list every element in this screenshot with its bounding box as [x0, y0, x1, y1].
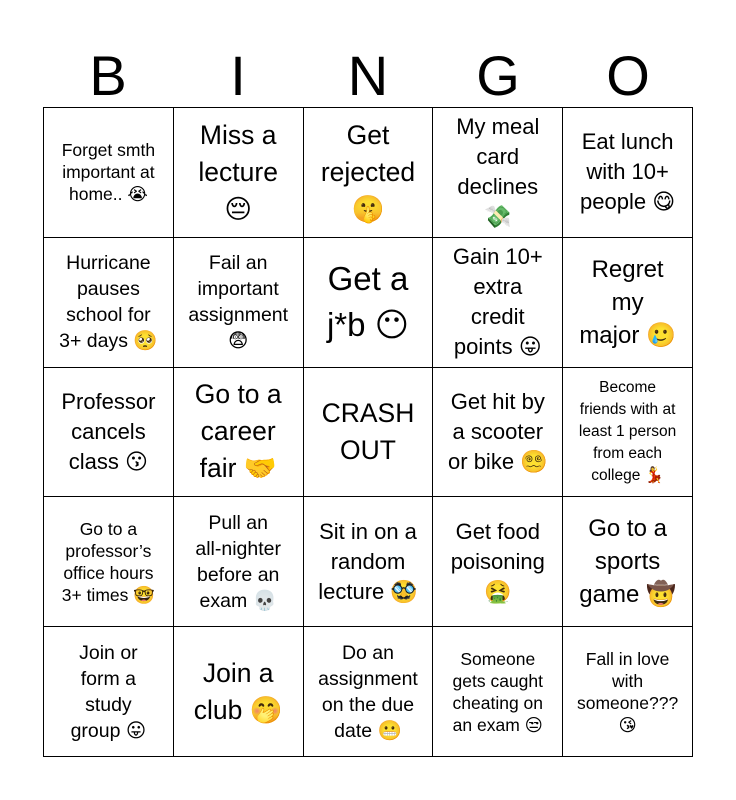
bingo-cell[interactable]: [174, 108, 304, 238]
bingo-cell[interactable]: [563, 368, 693, 498]
cell-text: Do an assignment on the due date 😬: [318, 641, 418, 742]
cell-text: CRASH OUT: [321, 397, 415, 465]
bingo-cell[interactable]: [174, 497, 304, 627]
bingo-cell[interactable]: [563, 108, 693, 238]
cell-text: Get food poisoning 🤮: [450, 518, 545, 604]
bingo-cell[interactable]: [44, 627, 174, 757]
bingo-cell[interactable]: [44, 238, 174, 368]
cell-text: Get rejected 🤫: [320, 119, 416, 224]
cell-text: Fail an important assignment 😨: [188, 252, 289, 353]
cell-text: Pull an all-nighter before an exam 💀: [195, 511, 282, 612]
bingo-cell[interactable]: [433, 368, 563, 498]
bingo-cell[interactable]: [304, 627, 434, 757]
bingo-cell[interactable]: [433, 238, 563, 368]
cell-text: Gain 10+ extra credit points 😛: [452, 244, 543, 360]
cell-text: Go to a professor’s office hours 3+ times 🤓: [61, 518, 156, 605]
bingo-cell[interactable]: [433, 627, 563, 757]
bingo-cell[interactable]: [304, 238, 434, 368]
bingo-cell[interactable]: [174, 368, 304, 498]
cell-text: Miss a lecture 😔: [198, 119, 278, 224]
bingo-cell[interactable]: [433, 108, 563, 238]
cell-text: Regret my major 🥲: [579, 255, 676, 349]
bingo-cell[interactable]: [304, 497, 434, 627]
header-letter-b: B: [89, 44, 127, 107]
bingo-cell[interactable]: [563, 627, 693, 757]
header-letter-n: N: [347, 44, 389, 107]
cell-text: Get hit by a scooter or bike 😵‍💫: [448, 388, 548, 474]
cell-text: Get a j*b 😶: [326, 260, 410, 344]
header-letter-o: O: [606, 44, 650, 107]
cell-text: Hurricane pauses school for 3+ days 🥺: [59, 252, 158, 353]
cell-text: Join a club 🤭: [193, 657, 283, 725]
bingo-grid: [43, 107, 693, 757]
bingo-header: [43, 44, 693, 108]
cell-text: Go to a career fair 🤝: [194, 379, 282, 484]
cell-text: Forget smth important at home.. 😭: [61, 140, 156, 205]
cell-text: Someone gets caught cheating on an exam 😒: [452, 648, 544, 735]
cell-text: Become friends with at least 1 person from each college 💃: [578, 378, 677, 484]
bingo-cell[interactable]: [44, 108, 174, 238]
bingo-cell[interactable]: [174, 627, 304, 757]
bingo-cell[interactable]: [304, 108, 434, 238]
cell-text: Go to a sports game 🤠: [579, 515, 676, 609]
bingo-cell free-space[interactable]: [304, 368, 434, 498]
cell-text: Sit in on a random lecture 🥸: [318, 518, 418, 604]
bingo-cell[interactable]: [563, 238, 693, 368]
cell-text: Eat lunch with 10+ people 😋: [580, 129, 676, 215]
bingo-cell[interactable]: [433, 497, 563, 627]
cell-text: Fall in love with someone??? 😘: [576, 648, 679, 735]
bingo-cell[interactable]: [174, 238, 304, 368]
cell-text: Professor cancels class 😗: [61, 388, 156, 474]
cell-text: My meal card declines 💸: [456, 114, 540, 230]
header-letter-g: G: [476, 44, 520, 107]
bingo-cell[interactable]: [44, 497, 174, 627]
bingo-cell[interactable]: [44, 368, 174, 498]
bingo-cell[interactable]: [563, 497, 693, 627]
header-letter-i: I: [230, 44, 246, 107]
cell-text: Join or form a study group 😛: [70, 641, 147, 742]
